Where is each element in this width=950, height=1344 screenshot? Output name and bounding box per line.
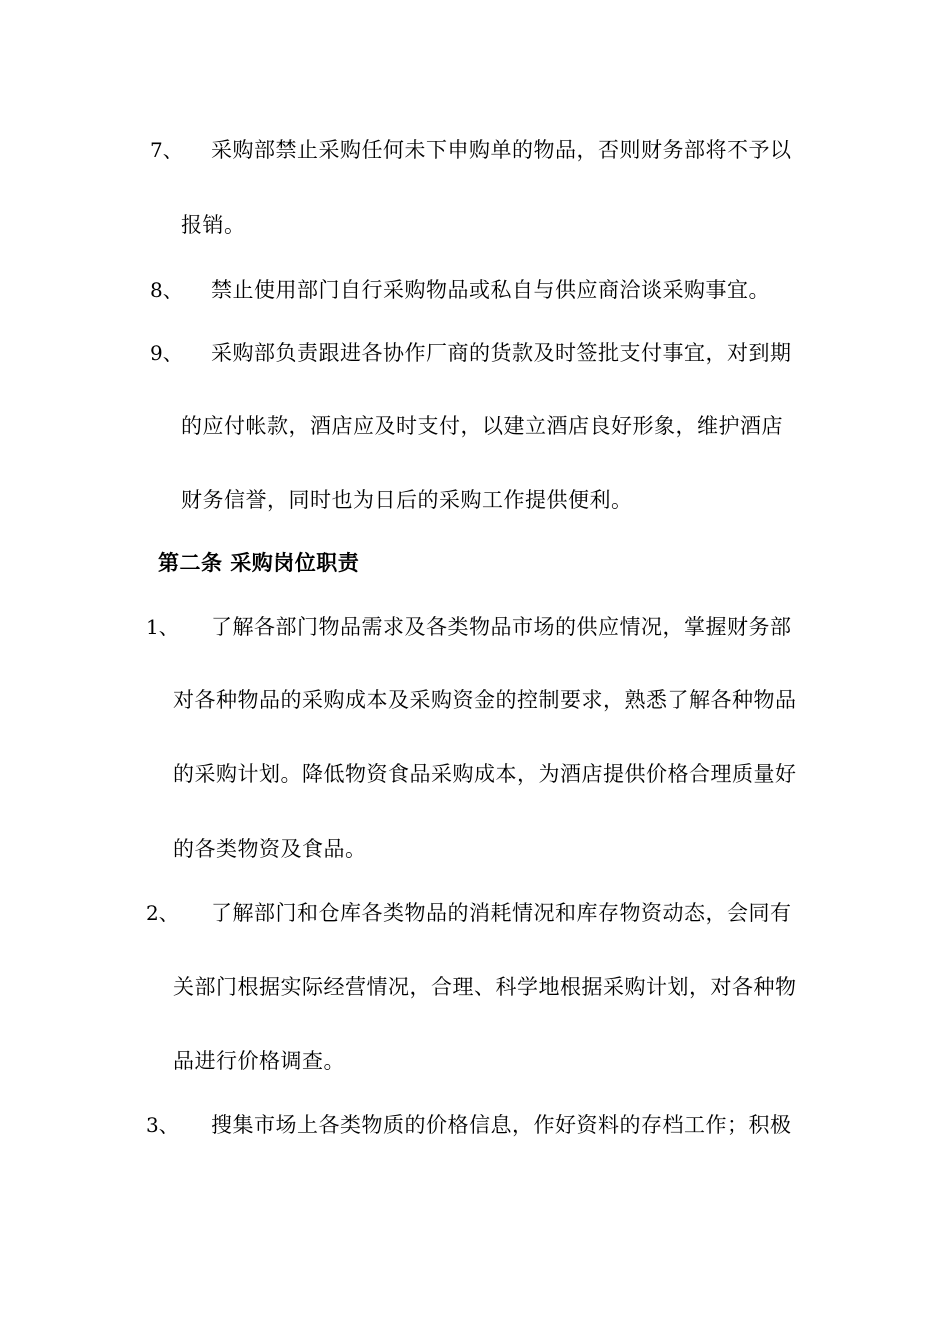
item-text-line: 财务信誉，同时也为日后的采购工作提供便利。 [181,488,633,512]
item-number: 7、 [150,138,183,162]
item-text-line: 的采购计划。降低物资食品采购成本，为酒店提供价格合理质量好 [173,762,797,786]
item-number: 2、 [146,901,179,925]
item-text-line: 关部门根据实际经营情况，合理、科学地根据采购计划，对各种物 [173,975,797,999]
section-heading: 第二条 采购岗位职责 [158,550,360,575]
item-text-line: 的应付帐款，酒店应及时支付，以建立酒店良好形象，维护酒店 [181,414,783,438]
item-text-line: 了解部门和仓库各类物品的消耗情况和库存物资动态，会同有 [211,901,792,925]
item-text-line: 禁止使用部门自行采购物品或私自与供应商洽谈采购事宜。 [211,278,770,302]
item-number: 8、 [150,278,183,302]
item-text-line: 采购部负责跟进各协作厂商的货款及时签批支付事宜，对到期 [211,341,792,365]
item-number: 1、 [146,615,179,639]
item-text-line: 采购部禁止采购任何未下申购单的物品，否则财务部将不予以 [211,138,792,162]
item-number: 9、 [150,341,183,365]
item-text-line: 品进行价格调查。 [173,1049,345,1073]
item-number: 3、 [146,1113,179,1137]
item-text-line: 了解各部门物品需求及各类物品市场的供应情况，掌握财务部 [211,615,792,639]
item-text-line: 报销。 [181,213,246,237]
item-text-line: 的各类物资及食品。 [173,837,367,861]
item-text-line: 搜集市场上各类物质的价格信息，作好资料的存档工作；积极 [211,1113,792,1137]
item-text-line: 对各种物品的采购成本及采购资金的控制要求，熟悉了解各种物品 [173,688,797,712]
